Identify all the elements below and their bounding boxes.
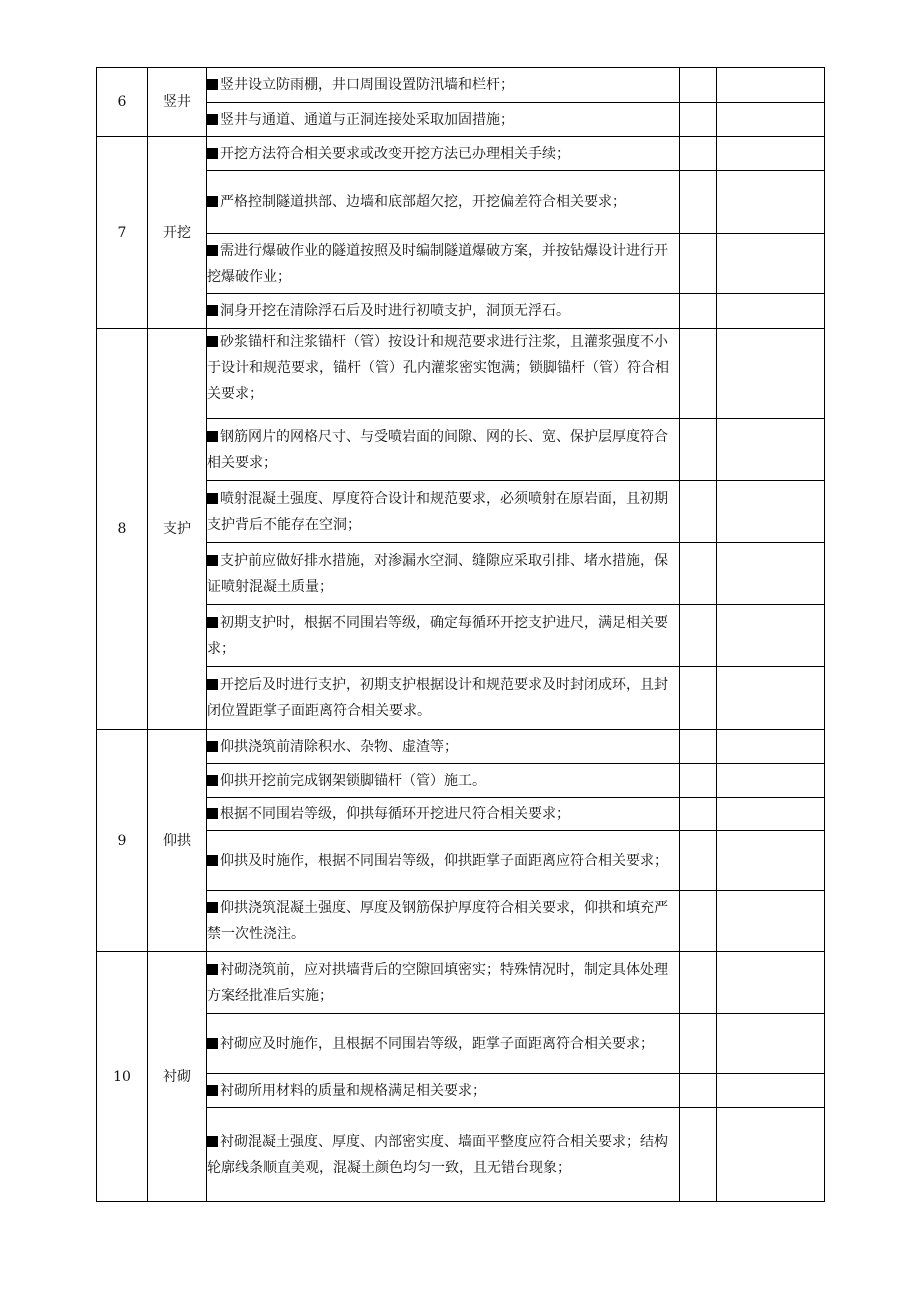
filled-square-bullet-icon: [207, 1085, 218, 1096]
requirement-cell: [207, 329, 680, 419]
remark-cell[interactable]: [717, 1014, 825, 1074]
filled-square-bullet-icon: [207, 148, 218, 159]
requirement-text: 衬砌所用材料的质量和规格满足相关要求；: [220, 1082, 486, 1099]
filled-square-bullet-icon: [207, 964, 218, 975]
requirement-text: 衬砌混凝土强度、厚度、内部密实度、墙面平整度应符合相关要求；结构轮廓线条顺直美观，混凝土颜色均匀一致，且无错台现象；: [207, 1133, 668, 1176]
filled-square-bullet-icon: [207, 679, 218, 690]
requirement-text: 需进行爆破作业的隧道按照及时编制隧道爆破方案，并按钻爆设计进行开挖爆破作业；: [207, 242, 668, 285]
inspection-checklist-table: [96, 67, 825, 1202]
requirement-cell: [207, 1108, 680, 1202]
checklist-row: [97, 952, 825, 1014]
requirement-cell: [207, 543, 680, 605]
requirement-text: 根据不同围岩等级，仰拱每循环开挖进尺符合相关要求；: [220, 806, 570, 822]
checklist-row: [97, 831, 825, 891]
checklist-row: [97, 103, 825, 137]
check-cell[interactable]: [680, 831, 717, 891]
check-cell[interactable]: [680, 329, 717, 419]
filled-square-bullet-icon: [207, 336, 218, 347]
requirement-text: 仰拱及时施作，根据不同围岩等级，仰拱距掌子面距离应符合相关要求；: [220, 852, 668, 869]
requirement-cell: [207, 234, 680, 294]
filled-square-bullet-icon: [207, 431, 218, 442]
remark-cell[interactable]: [717, 831, 825, 891]
requirement-cell: [207, 831, 680, 891]
check-cell[interactable]: [680, 171, 717, 234]
requirement-text: 竖井与通道、通道与正洞连接处采取加固措施；: [220, 111, 514, 128]
requirement-cell: [207, 294, 680, 329]
check-cell[interactable]: [680, 952, 717, 1014]
requirement-cell: [207, 171, 680, 234]
filled-square-bullet-icon: [207, 1136, 218, 1147]
check-cell[interactable]: [680, 481, 717, 543]
section-category: 仰拱: [148, 730, 207, 952]
checklist-row: [97, 419, 825, 481]
requirement-cell: [207, 103, 680, 137]
requirement-text: 开挖后及时进行支护，初期支护根据设计和规范要求及时封闭成环，且封闭位置距掌子面距离符合相关要求。: [207, 677, 668, 719]
remark-cell[interactable]: [717, 1074, 825, 1108]
remark-cell[interactable]: [717, 481, 825, 543]
section-number: 9: [97, 730, 148, 952]
check-cell[interactable]: [680, 1074, 717, 1108]
remark-cell[interactable]: [717, 103, 825, 137]
requirement-cell: [207, 419, 680, 481]
check-cell[interactable]: [680, 1014, 717, 1074]
remark-cell[interactable]: [717, 798, 825, 831]
section-number: 10: [97, 952, 148, 1202]
remark-cell[interactable]: [717, 171, 825, 234]
checklist-row: [97, 891, 825, 952]
remark-cell[interactable]: [717, 294, 825, 329]
checklist-body: [97, 68, 825, 1202]
filled-square-bullet-icon: [207, 617, 218, 628]
remark-cell[interactable]: [717, 1108, 825, 1202]
section-category: 竖井: [148, 68, 207, 137]
check-cell[interactable]: [680, 68, 717, 103]
requirement-cell: [207, 891, 680, 952]
checklist-row: [97, 1074, 825, 1108]
section-number: 6: [97, 68, 148, 137]
remark-cell[interactable]: [717, 891, 825, 952]
requirement-cell: [207, 1014, 680, 1074]
requirement-text: 洞身开挖在清除浮石后及时进行初喷支护，洞顶无浮石。: [220, 303, 570, 319]
check-cell[interactable]: [680, 764, 717, 798]
section-number: 8: [97, 329, 148, 730]
filled-square-bullet-icon: [207, 493, 218, 504]
requirement-cell: [207, 137, 680, 171]
section-number: 7: [97, 137, 148, 329]
remark-cell[interactable]: [717, 68, 825, 103]
checklist-row: [97, 481, 825, 543]
check-cell[interactable]: [680, 891, 717, 952]
check-cell[interactable]: [680, 103, 717, 137]
checklist-row: [97, 329, 825, 419]
filled-square-bullet-icon: [207, 114, 218, 125]
section-category: 开挖: [148, 137, 207, 329]
remark-cell[interactable]: [717, 952, 825, 1014]
filled-square-bullet-icon: [207, 902, 218, 913]
section-category: 衬砌: [148, 952, 207, 1202]
filled-square-bullet-icon: [207, 555, 218, 566]
requirement-text: 衬砌应及时施作，且根据不同围岩等级，距掌子面距离符合相关要求；: [220, 1035, 654, 1052]
requirement-text: 严格控制隧道拱部、边墙和底部超欠挖，开挖偏差符合相关要求；: [220, 194, 626, 210]
check-cell[interactable]: [680, 294, 717, 329]
section-category: 支护: [148, 329, 207, 730]
requirement-cell: [207, 1074, 680, 1108]
requirement-text: 仰拱浇筑前清除积水、杂物、虚渣等；: [220, 738, 458, 755]
check-cell[interactable]: [680, 730, 717, 764]
filled-square-bullet-icon: [207, 741, 218, 752]
checklist-row: [97, 605, 825, 667]
filled-square-bullet-icon: [207, 79, 218, 90]
requirement-text: 开挖方法符合相关要求或改变开挖方法已办理相关手续；: [220, 145, 570, 162]
filled-square-bullet-icon: [207, 196, 218, 207]
requirement-text: 钢筋网片的网格尺寸、与受喷岩面的间隙、网的长、宽、保护层厚度符合相关要求；: [207, 428, 668, 471]
requirement-cell: [207, 952, 680, 1014]
checklist-row: [97, 171, 825, 234]
requirement-text: 支护前应做好排水措施，对渗漏水空洞、缝隙应采取引排、堵水措施，保证喷射混凝土质量；: [207, 552, 668, 595]
checklist-row: [97, 294, 825, 329]
checklist-row: [97, 667, 825, 730]
check-cell[interactable]: [680, 543, 717, 605]
remark-cell[interactable]: [717, 419, 825, 481]
filled-square-bullet-icon: [207, 1038, 218, 1049]
requirement-cell: [207, 667, 680, 730]
requirement-text: 初期支护时，根据不同围岩等级，确定每循环开挖支护进尺，满足相关要求；: [207, 614, 668, 657]
remark-cell[interactable]: [717, 329, 825, 419]
filled-square-bullet-icon: [207, 855, 218, 866]
filled-square-bullet-icon: [207, 245, 218, 256]
requirement-cell: [207, 605, 680, 667]
requirement-cell: [207, 730, 680, 764]
remark-cell[interactable]: [717, 543, 825, 605]
remark-cell[interactable]: [717, 764, 825, 798]
checklist-row: [97, 68, 825, 103]
checklist-row: [97, 730, 825, 764]
checklist-row: [97, 764, 825, 798]
check-cell[interactable]: [680, 137, 717, 171]
requirement-text: 衬砌浇筑前，应对拱墙背后的空隙回填密实；特殊情况时，制定具体处理方案经批准后实施；: [207, 961, 668, 1004]
check-cell[interactable]: [680, 1108, 717, 1202]
filled-square-bullet-icon: [207, 775, 218, 786]
check-cell[interactable]: [680, 798, 717, 831]
requirement-text: 仰拱浇筑混凝土强度、厚度及钢筋保护厚度符合相关要求，仰拱和填充严禁一次性浇注。: [207, 900, 668, 942]
requirement-cell: [207, 798, 680, 831]
requirement-text: 竖井设立防雨棚，井口周围设置防汛墙和栏杆；: [220, 77, 514, 93]
checklist-row: [97, 798, 825, 831]
requirement-text: 仰拱开挖前完成钢架锁脚锚杆（管）施工。: [220, 772, 486, 789]
filled-square-bullet-icon: [207, 305, 218, 316]
checklist-row: [97, 137, 825, 171]
checklist-row: [97, 1108, 825, 1202]
checklist-row: [97, 1014, 825, 1074]
requirement-text: 砂浆锚杆和注浆锚杆（管）按设计和规范要求进行注浆，且灌浆强度不小于设计和规范要求，锚杆（管）孔内灌浆密实饱满；锁脚锚杆（管）符合相关要求；: [207, 334, 669, 402]
checklist-row: [97, 543, 825, 605]
requirement-cell: [207, 68, 680, 103]
checklist-row: [97, 234, 825, 294]
remark-cell[interactable]: [717, 605, 825, 667]
requirement-cell: [207, 764, 680, 798]
check-cell[interactable]: [680, 419, 717, 481]
check-cell[interactable]: [680, 667, 717, 730]
requirement-cell: [207, 481, 680, 543]
remark-cell[interactable]: [717, 234, 825, 294]
filled-square-bullet-icon: [207, 808, 218, 819]
remark-cell[interactable]: [717, 667, 825, 730]
remark-cell[interactable]: [717, 730, 825, 764]
check-cell[interactable]: [680, 605, 717, 667]
remark-cell[interactable]: [717, 137, 825, 171]
check-cell[interactable]: [680, 234, 717, 294]
requirement-text: 喷射混凝土强度、厚度符合设计和规范要求，必须喷射在原岩面，且初期支护背后不能存在空洞；: [207, 490, 668, 533]
